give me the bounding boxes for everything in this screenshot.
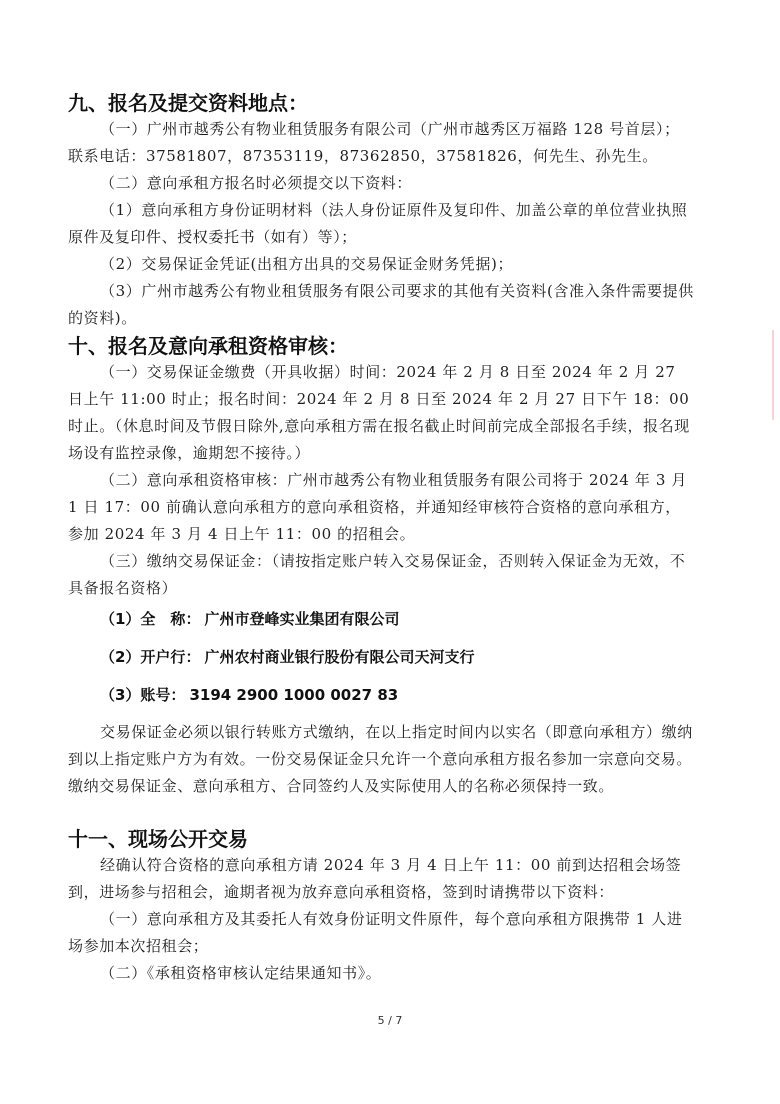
section-11-paragraph-1: 经确认符合资格的意向承租方请 2024 年 3 月 4 日上午 11：00 前到达招租会场签到，进场参与招租会，逾期者视为放弃意向承租资格，签到时请携带以下资料： — [68, 856, 682, 901]
account-name-label: （1）全 称： — [100, 610, 201, 628]
section-10-paragraph-2: （二）意向承租资格审核：广州市越秀公有物业租赁服务有限公司将于 2024 年 3 月 1 日 17：00 前确认意向承租方的意向承租资格，并通知经审核符合资格的意向承租方，参加 2024 年 3 月 4 日上午 11：00 的招租会。 — [68, 471, 687, 543]
section-10-paragraph-3: （三）缴纳交易保证金：（请按指定账户转入交易保证金，否则转入保证金为无效，不具备报名资格） — [68, 552, 686, 597]
account-number-value: 3194 2900 1000 0027 83 — [189, 686, 399, 704]
account-name-value: 广州市登峰实业集团有限公司 — [204, 610, 400, 628]
section-11-paragraph-3: （二）《承租资格审核认定结果通知书》。 — [100, 964, 382, 982]
account-bank-label: （2）开户行： — [100, 648, 201, 666]
section-10-paragraph-4: 交易保证金必须以银行转账方式缴纳，在以上指定时间内以实名（即意向承租方）缴纳到以上指定账户方为有效。一份交易保证金只允许一个意向承租方报名参加一宗意向交易。缴纳交易保证金、意向承租方、合同签约人及实际使用人的名称必须保持一致。 — [68, 723, 693, 795]
section-9-paragraph-5: （3）广州市越秀公有物业租赁服务有限公司要求的其他有关资料(含准入条件需要提供的资料)。 — [68, 282, 694, 327]
edge-stamp-mark — [766, 330, 774, 420]
account-name-line — [100, 608, 403, 630]
section-9-paragraph-1: （一）广州市越秀公有物业租赁服务有限公司（广州市越秀区万福路 128 号首层）； 联系电话：37581807，87353119，87362850，37581826，何先生、孙先生。 — [68, 120, 680, 165]
account-number-line — [100, 684, 402, 706]
section-11-heading: 十一、现场公开交易 — [68, 827, 248, 851]
account-number-label: （3）账号： — [100, 686, 186, 704]
section-10-paragraph-1: （一）交易保证金缴费（开具收据）时间：2024 年 2 月 8 日至 2024 年 2 月 27 日上午 11:00 时止；报名时间：2024 年 2 月 8 日至 2024 年 2 月 27 日下午 18：00 时止。（休息时间及节假日除外,意向承租方需在报名截止时间前完成全部报名手续，报名现场设有监控录像，逾期恕不接待。） — [68, 363, 690, 462]
account-bank-value: 广州农村商业银行股份有限公司天河支行 — [204, 648, 475, 666]
section-9-paragraph-4: （2）交易保证金凭证(出租方出具的交易保证金财务凭据)； — [100, 255, 514, 273]
section-9-paragraph-2: （二）意向承租方报名时必须提交以下资料： — [100, 174, 413, 192]
section-9-heading: 九、报名及提交资料地点： — [68, 91, 308, 115]
section-10-heading: 十、报名及意向承租资格审核： — [68, 334, 348, 358]
account-bank-line — [100, 646, 478, 668]
section-11-paragraph-2: （一）意向承租方及其委托人有效身份证明文件原件，每个意向承租方限携带 1 人进场参加本次招租会； — [68, 910, 683, 955]
section-9-paragraph-3: （1）意向承租方身份证明材料（法人身份证原件及复印件、加盖公章的单位营业执照原件及复印件、授权委托书（如有）等）； — [68, 201, 688, 246]
page-number: 5 / 7 — [377, 1014, 403, 1027]
